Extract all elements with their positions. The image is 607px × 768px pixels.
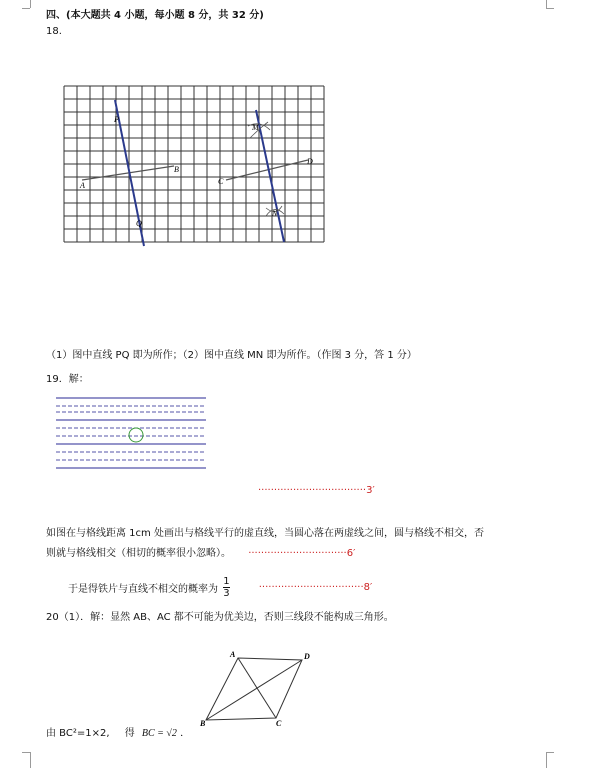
fraction-denominator: 3: [223, 588, 230, 599]
q18-answer: （1）图中直线 PQ 即为所作；（2）图中直线 MN 即为所作。（作图 3 分，答 1 分）: [46, 350, 417, 361]
label-a: A: [230, 650, 236, 659]
q19-paragraph-line2: 则就与格线相交（相切的概率很小忽略）。: [46, 548, 231, 559]
coin-circle: [129, 428, 143, 442]
q19-lines-figure: [56, 394, 208, 474]
score-mark-8: ·································8′: [258, 582, 373, 593]
label-q: Q: [136, 219, 142, 228]
crop-mark: [30, 752, 31, 768]
crop-mark: [22, 752, 30, 753]
label-d: D: [304, 652, 310, 661]
crop-mark: [546, 8, 554, 9]
question-19-number: 19．解：: [46, 374, 89, 385]
label-c: C: [218, 177, 224, 186]
crop-mark: [546, 752, 547, 768]
section-heading: 四、(本大题共 4 小题，每小题 8 分，共 32 分): [46, 10, 264, 21]
label-p: P: [114, 115, 119, 124]
label-d: D: [307, 157, 313, 166]
crop-mark: [546, 752, 554, 753]
fraction-numerator: 1: [223, 576, 230, 587]
q19-paragraph-line2-row: [46, 548, 355, 560]
q20-formula-end: ．: [180, 728, 191, 739]
fraction-one-third: [223, 576, 229, 599]
diagonal-bd: [206, 660, 302, 720]
label-b: B: [200, 719, 206, 728]
grid-lines: [64, 86, 324, 242]
label-b: B: [174, 165, 179, 174]
score-mark-3: ··································3′: [258, 485, 375, 496]
crop-mark: [22, 8, 30, 9]
score-mark-6: ·······························6′: [248, 548, 356, 559]
label-n: N: [272, 209, 278, 218]
q20-formula-row: [46, 728, 190, 740]
q19-prob-text: 于是得铁片与直线不相交的概率为: [68, 584, 218, 595]
q18-grid-figure: [60, 80, 330, 260]
question-18-number: 18.: [46, 26, 62, 37]
crop-mark: [546, 0, 547, 8]
label-m: M: [252, 123, 259, 132]
q20-intro: 20（1）．解：显然 AB、AC 都不可能为优美边，否则三线段不能构成三角形。: [46, 612, 394, 623]
q20-formula-prefix: 由 BC²=1×2,: [46, 728, 110, 739]
q20-parallelogram-figure: [196, 646, 316, 730]
q20-formula-result: BC = √2: [141, 728, 177, 739]
q20-formula-get: 得: [124, 728, 135, 739]
q19-probability-row: [68, 576, 372, 599]
q19-paragraph-line1: 如图在与格线距离 1cm 处画出与格线平行的虚直线，当圆心落在两虚线之间，圆与格线不相交，否: [46, 528, 484, 539]
label-a: A: [80, 181, 85, 190]
crop-mark: [30, 0, 31, 8]
label-c: C: [276, 719, 282, 728]
